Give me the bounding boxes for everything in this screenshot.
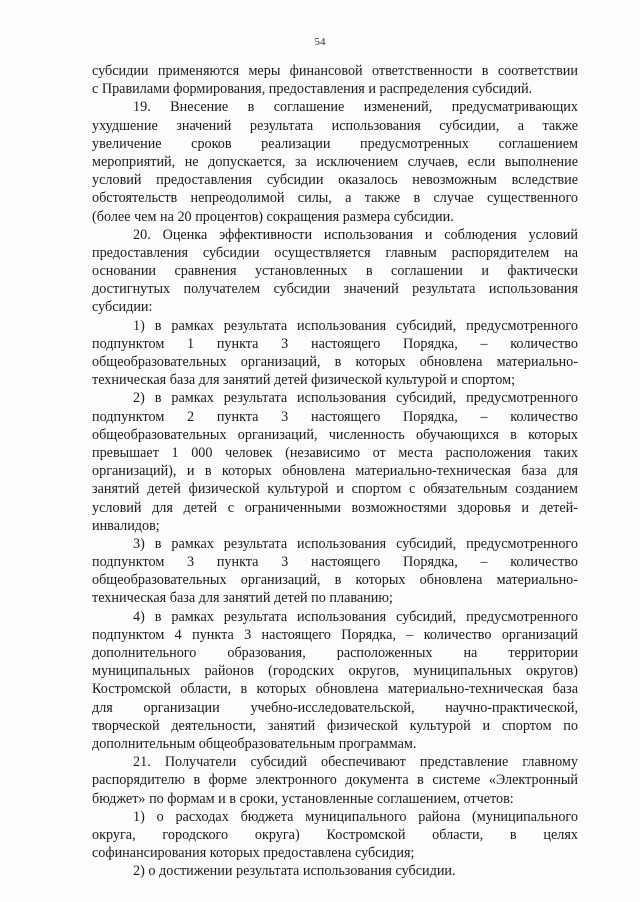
text-line: 21. Получатели субсидий обеспечивают представление главному <box>133 754 578 771</box>
text-line: бюджет» по формам и в сроки, установленные соглашением, отчетов: <box>92 790 514 807</box>
text-line: 3) в рамках результата использования субсидий, предусмотренного <box>133 535 578 552</box>
text-line: муниципальных районов (городских округов, муниципальных округов) <box>92 663 578 680</box>
document-body <box>92 62 578 880</box>
text-line: занятий детей физической культурой и спортом с обязательным созданием <box>92 481 578 498</box>
text-line: техническая база для занятий детей по плаванию; <box>92 590 393 607</box>
text-line: Костромской области, в которых обновлена материально-техническая база <box>92 681 578 698</box>
text-line: творческой деятельности, занятий физической культурой и спортом по <box>92 717 578 734</box>
text-line: основании сравнения установленных в соглашении и фактически <box>92 263 578 280</box>
text-line: общеобразовательных организаций, в которых обновлена материально- <box>92 572 578 589</box>
text-line: 1) в рамках результата использования субсидий, предусмотренного <box>133 317 578 334</box>
text-line: инвалидов; <box>92 517 160 534</box>
text-line: 20. Оценка эффективности использования и соблюдения условий <box>133 226 578 243</box>
text-line: организаций), и в которых обновлена материально-техническая база для <box>92 463 578 480</box>
text-line: софинансирования которых предоставлена субсидия; <box>92 845 415 862</box>
text-line: подпунктом 1 пункта 3 настоящего Порядка, – количество <box>92 335 578 352</box>
text-line: техническая база для занятий детей физической культурой и спортом; <box>92 372 516 389</box>
text-line: субсидии: <box>92 299 153 316</box>
text-line: общеобразовательных организаций, численность обучающихся в которых <box>92 426 578 443</box>
text-line: предоставления субсидии осуществляется главным распорядителем на <box>92 244 578 261</box>
text-line: превышает 1 000 человек (независимо от места расположения таких <box>92 444 578 461</box>
text-line: округа, городского округа) Костромской области, в целях <box>92 826 578 843</box>
text-line: подпунктом 4 пункта 3 настоящего Порядка, – количество организаций <box>92 626 578 643</box>
text-line: (более чем на 20 процентов) сокращения размера субсидии. <box>92 208 454 225</box>
text-line: для организации учебно-исследовательской, научно-практической, <box>92 699 578 716</box>
page-number: 54 <box>314 36 326 48</box>
text-line: достигнутых получателем субсидии значений результата использования <box>92 281 578 298</box>
text-line: субсидии применяются меры финансовой ответственности в соответствии <box>92 63 578 79</box>
text-line: 2) в рамках результата использования субсидий, предусмотренного <box>133 390 578 407</box>
text-line: условий для детей с ограниченными возможностями здоровья и детей- <box>92 499 578 516</box>
text-line: подпунктом 2 пункта 3 настоящего Порядка, – количество <box>92 408 578 425</box>
text-line: обстоятельств непреодолимой силы, а также в случае существенного <box>92 190 578 207</box>
text-line: 19. Внесение в соглашение изменений, предусматривающих <box>133 99 578 116</box>
text-line: подпунктом 3 пункта 3 настоящего Порядка, – количество <box>92 554 578 571</box>
text-line: условий предоставления субсидии оказалось невозможным вследствие <box>92 172 578 189</box>
text-line: дополнительным общеобразовательным программам. <box>92 735 417 752</box>
text-line: увеличение сроков реализации предусмотренных соглашением <box>92 135 578 152</box>
text-line: 1) о расходах бюджета муниципального района (муниципального <box>133 808 578 825</box>
text-line: дополнительного образования, расположенных на территории <box>92 645 578 661</box>
text-line: 2) о достижении результата использования субсидии. <box>133 863 456 880</box>
text-line: общеобразовательных организаций, в которых обновлена материально- <box>92 354 578 370</box>
text-line: с Правилами формирования, предоставления и распределения субсидий. <box>92 81 533 98</box>
text-line: распорядителю в форме электронного документа в системе «Электронный <box>92 772 578 789</box>
text-line: мероприятий, не допускается, за исключением случаев, если выполнение <box>92 153 578 170</box>
text-line: 4) в рамках результата использования субсидий, предусмотренного <box>133 608 578 625</box>
text-line: ухудшение значений результата использования субсидии, а также <box>92 117 578 134</box>
